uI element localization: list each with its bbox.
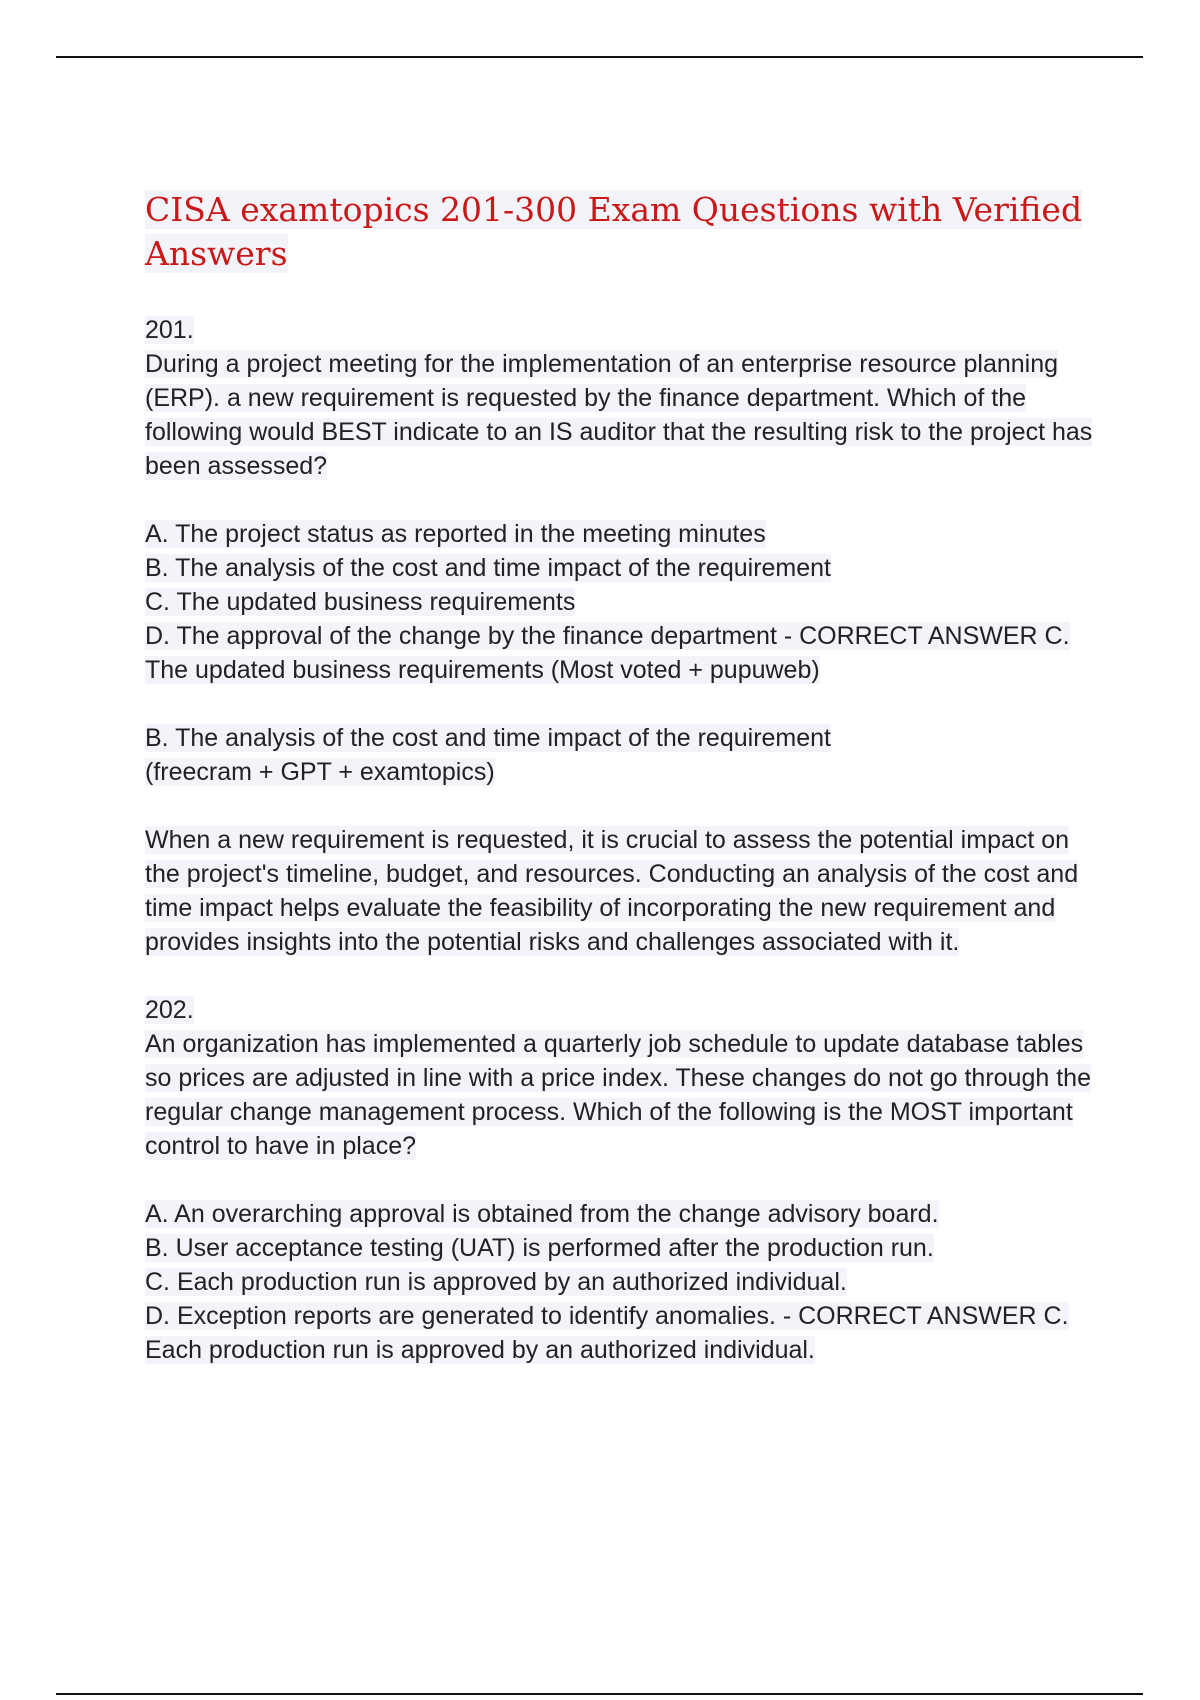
option-c: C. The updated business requirements	[145, 588, 576, 616]
question-number: 202.	[145, 996, 194, 1024]
question-201	[145, 313, 1095, 959]
question-stem: During a project meeting for the implementation of an enterprise resource planning (ERP). a new requirement is requested by the finance department. Which of the following would BEST indicate to an IS auditor that the resulting risk to the project has been assessed?	[145, 350, 1093, 480]
option-b: B. The analysis of the cost and time impact of the requirement	[145, 554, 831, 582]
header-rule	[56, 56, 1143, 58]
explanation: When a new requirement is requested, it is crucial to assess the potential impact on the project's timeline, budget, and resources. Conducting an analysis of the cost and time impact helps evaluate the feasibility of incorporating the new requirement and provides insights into the potential risks and challenges associated with it.	[145, 826, 1079, 956]
alternate-answer-source: (freecram + GPT + examtopics)	[145, 758, 495, 786]
question-202	[145, 993, 1095, 1367]
option-a: A. The project status as reported in the meeting minutes	[145, 520, 766, 548]
option-a: A. An overarching approval is obtained from the change advisory board.	[145, 1200, 939, 1228]
option-d-with-answer: D. Exception reports are generated to identify anomalies. - CORRECT ANSWER C. Each production run is approved by an authorized individual.	[145, 1302, 1069, 1364]
option-b: B. User acceptance testing (UAT) is performed after the production run.	[145, 1234, 934, 1262]
question-stem: An organization has implemented a quarterly job schedule to update database tables so prices are adjusted in line with a price index. These changes do not go through the regular change management process. Which of the following is the MOST important control to have in place?	[145, 1030, 1091, 1160]
alternate-answer	[145, 721, 1095, 789]
option-d-with-answer: D. The approval of the change by the finance department - CORRECT ANSWER C. The updated business requirements (Most voted + pupuweb)	[145, 622, 1070, 684]
answer-options	[145, 1197, 1095, 1367]
question-number: 201.	[145, 316, 194, 344]
answer-options	[145, 517, 1095, 687]
document-title: CISA examtopics 201-300 Exam Questions with Verified Answers	[145, 190, 1083, 273]
alternate-answer-text: B. The analysis of the cost and time impact of the requirement	[145, 724, 831, 752]
document-body	[145, 188, 1095, 1367]
footer-rule	[56, 1693, 1143, 1695]
option-c: C. Each production run is approved by an authorized individual.	[145, 1268, 847, 1296]
